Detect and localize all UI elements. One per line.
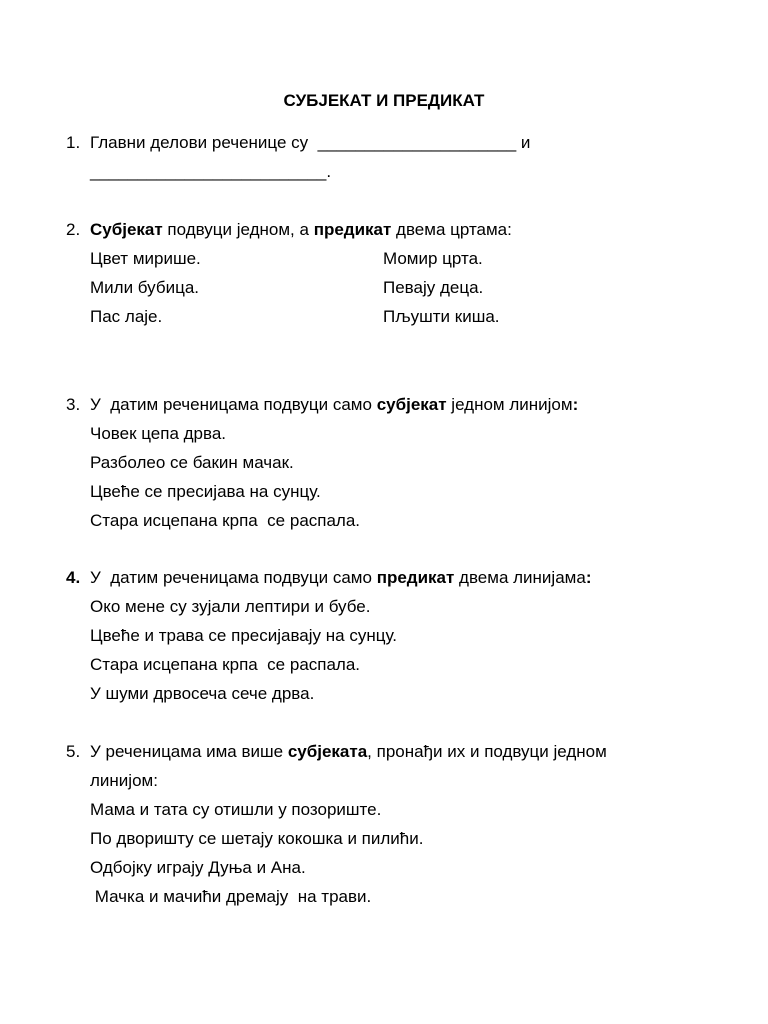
question-3-instruction: У датим реченицама подвуци само субјекат једном линијом: — [90, 395, 579, 414]
question-5-instruction: У реченицама има више субјеката, пронађи их и подвуци једном — [90, 742, 607, 761]
question-5-sentence: По дворишту се шетају кокошка и пилићи. — [90, 829, 424, 848]
keyword-subjects: субјеката — [287, 742, 368, 761]
question-4-sentence: У шуми дрвосеча сече дрва. — [90, 684, 315, 703]
keyword-predicate: предикат — [376, 568, 455, 587]
question-2-sentence: Пљушти киша. — [383, 307, 500, 326]
question-4-instruction: У датим реченицама подвуци само предикат двема линијама: — [90, 568, 592, 587]
question-2-sentence: Мили бубица. — [90, 278, 199, 297]
question-2-sentence: Цвет мирише. — [90, 249, 201, 268]
keyword-subject: субјекат — [376, 395, 447, 414]
question-5-sentence: Мачка и мачићи дремају на трави. — [90, 887, 372, 906]
question-3-sentence: Цвеће се пресијава на сунцу. — [90, 482, 321, 501]
question-2-sentence: Момир црта. — [383, 249, 483, 268]
question-2-sentence: Певају деца. — [383, 278, 484, 297]
question-4-sentence: Стара исцепана крпа се распала. — [90, 655, 361, 674]
page-title: СУБЈЕКАТ И ПРЕДИКАТ — [283, 91, 485, 110]
question-1-text: Главни делови реченице су _____________________ и — [90, 133, 531, 152]
question-3-sentence: Стара исцепана крпа се распала. — [90, 511, 361, 530]
question-3-sentence: Човек цепа дрва. — [90, 424, 227, 443]
keyword-predicate: предикат — [313, 220, 392, 239]
question-3-number: 3. — [66, 395, 81, 414]
question-2-sentence: Пас лаје. — [90, 307, 163, 326]
question-4-sentence: Око мене су зујали лептири и бубе. — [90, 597, 371, 616]
question-1-number: 1. — [66, 133, 81, 152]
question-3-sentence: Разболео се бакин мачак. — [90, 453, 294, 472]
question-4-sentence: Цвеће и трава се пресијавају на сунцу. — [90, 626, 397, 645]
keyword-subject: Субјекат — [90, 220, 163, 239]
question-5-sentence: Одбојку играју Дуња и Ана. — [90, 858, 306, 877]
question-5-sentence: Мама и тата су отишли у позориште. — [90, 800, 382, 819]
question-2-instruction: Субјекат подвуци једном, а предикат двема цртама: — [90, 220, 512, 239]
question-1-text-continued: _________________________. — [90, 162, 332, 181]
question-4-number: 4. — [66, 568, 81, 587]
question-2-number: 2. — [66, 220, 81, 239]
question-5-number: 5. — [66, 742, 81, 761]
question-5-instruction-continued: линијом: — [90, 771, 158, 790]
